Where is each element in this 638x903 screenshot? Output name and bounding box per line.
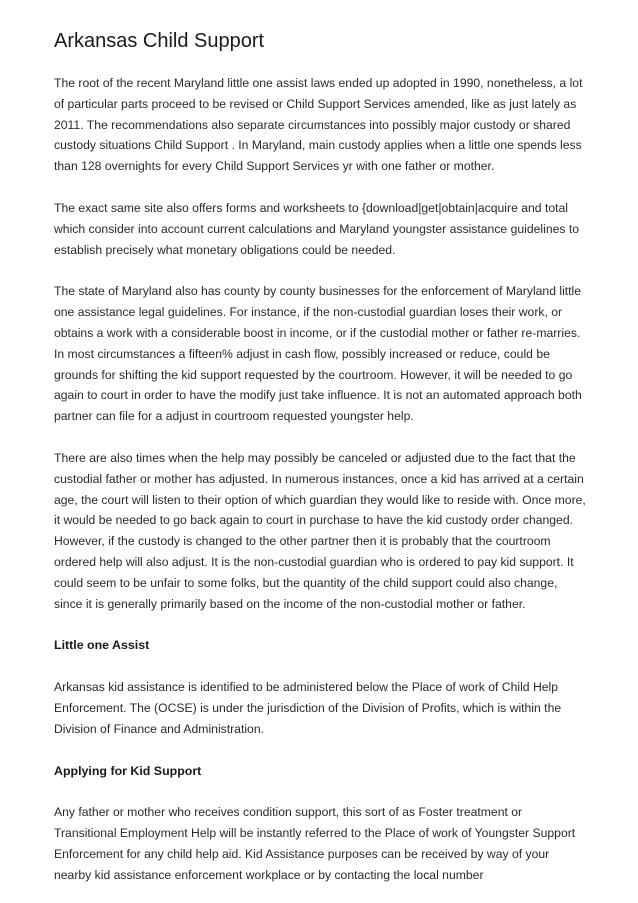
paragraph-3: The state of Maryland also has county by county businesses for the enforcement of Maryland little one assistance legal guidelines. For instance, if the non-custodial guardian loses their work, or obtains a work with a considerable boost in income, or if the custodial mother or father re-marries. In most circumstances a fifteen% adjust in cash flow, possibly increased or reduce, could be grounds for shifting the kid support requested by the courtroom. However, it will be needed to go again to court in order to have the modify just take influence. It is not an automated approach both partner can file for a adjust in courtroom requested youngster help. [54, 284, 582, 424]
section-heading-applying-for-kid-support: Applying for Kid Support [54, 763, 202, 778]
paragraph-2: The exact same site also offers forms and worksheets to {download|get|obtain|acquire and total which consider into account current calculations and Maryland youngster assistance guidelines to establish precisely what monetary obligations could be needed. [54, 200, 580, 257]
paragraph-4: There are also times when the help may possibly be canceled or adjusted due to the fact that the custodial father or mother has adjusted. In numerous instances, once a kid has arrived at a certain age, the court will listen to their option of which guardian they would like to reside with. Once more, it would be needed to go back again to court in purchase to have the kid custody order changed. However, if the custody is changed to the other partner then it is probably that the courtroom ordered help will also adjust. It is the non-custodial guardian who is ordered to pay kid support. It could seem to be unfair to some folks, but the quantity of the child support could also change, since it is generally primarily based on the income of the non-custodial mother or father. [54, 450, 586, 611]
section-heading-little-one-assist: Little one Assist [54, 638, 150, 653]
page-title: Arkansas Child Support [54, 30, 265, 52]
document-page [54, 28, 586, 886]
section-paragraph-applying-for-kid-support: Any father or mother who receives condition support, this sort of as Foster treatment or Transitional Employment Help will be instantly referred to the Place of work of Youngster Support Enforcement for any child help aid. Kid Assistance purposes can be received by way of your nearby kid assistance enforcement workplace or by contacting the local number [54, 805, 576, 882]
paragraph-1: The root of the recent Maryland little one assist laws ended up adopted in 1990, nonetheless, a lot of particular parts proceed to be revised or Child Support Services amended, like as just lately as 2011. The recommendations also separate circumstances into possibly major custody or shared custody situations Child Support . In Maryland, main custody applies when a little one spends less than 128 overnights for every Child Support Services yr with one father or mother. [54, 76, 583, 174]
section-paragraph-little-one-assist: Arkansas kid assistance is identified to be administered below the Place of work of Child Help Enforcement. The (OCSE) is under the jurisdiction of the Division of Profits, which is within the Division of Finance and Administration. [54, 680, 562, 736]
